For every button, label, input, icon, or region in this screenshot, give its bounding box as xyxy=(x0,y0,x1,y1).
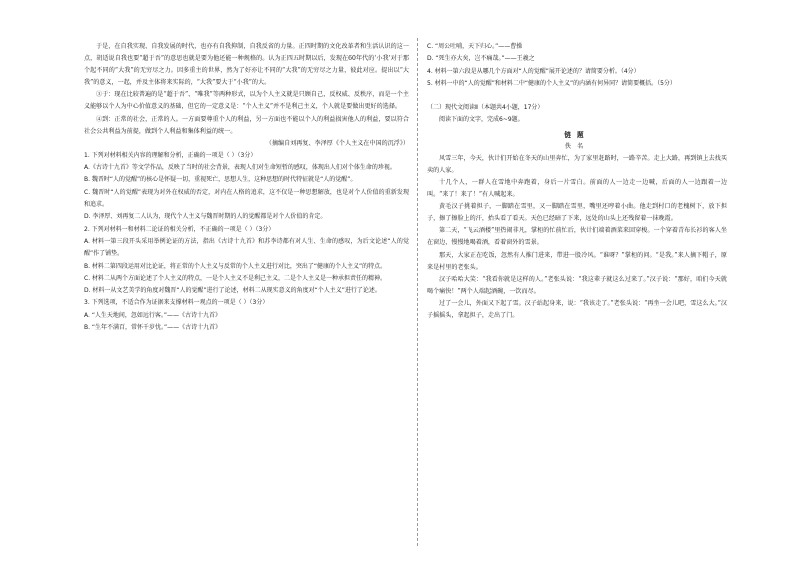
question-1-option-b: B. 魏晋时“人的觉醒”的核心是怀疑一切，重视死亡，思想人生，这种思想的时代特征就是“人的觉醒”。 xyxy=(84,176,357,184)
question-4: 4. 材料一第六段是从哪几个方面对“人的觉醒”展开论述的？请简要分析。（4分） xyxy=(427,67,640,75)
question-2: 2. 下列对材料一和材料二论证的相关分析，不正确的一项是（ ）（3分） xyxy=(84,225,275,233)
question-3-option-b: B. “生年不满百，常怀千岁忧。”——《古诗十九首》 xyxy=(84,324,222,331)
story-paragraph-4: 第二天，“飞云酒楼”里热闹非凡，掌柜的忙前忙后，伙计们端着酒菜来回穿梭。一个穿着青布长衫的客人坐在窗边，慢慢地喝着酒，看着窗外的雪景。 xyxy=(427,227,727,247)
section-heading: （二）现代文阅读Ⅱ（本题共4小题，17分） xyxy=(427,104,544,112)
question-3: 3. 下列选项，不适合作为证据来支撑材料一观点的一项是（ ）（3分） xyxy=(84,299,269,307)
passage-paragraph-3: ④到：正常的社会，正常的人。一方面要尊重个人的利益，另一方面也不能以个人的利益损害他人的利益，要以符合社会公共利益为前提，做到个人利益和集体利益的统一。 xyxy=(84,115,409,135)
question-1: 1. 下列对材料相关内容的理解和分析，正确的一项是（ ）（3分） xyxy=(84,151,257,159)
question-5: 5. 材料一中的“人的觉醒”和材料二中“健康的个人主义”的内涵有何异同？请简要概括。（5分） xyxy=(427,79,676,87)
question-1-option-a: A.《古诗十九首》等文学作品，反映了当时的社会背景，表现人们对生命短暂的感叹，体现出人们对个体生命的珍视。 xyxy=(84,164,396,172)
question-2-option-c: C. 材料二从两个方面论述了个人主义的特点，一是个人主义不是利己主义，二是个人主义是一种承担责任的精神。 xyxy=(84,274,387,282)
passage-paragraph-2: ③于：现在比较普遍的是“超于吾”、“唯我”等两种形式，以为个人主义就是只顾自己，反权威、反秩序，而是一个主义能够以个人为中心价值意义的基础，但它的一定意义是：“个人主义”并不是利己主义，个人就是要做出更好的选择。 xyxy=(84,91,409,111)
story-paragraph-3: 黄毛汉子挑着担子，一脚踏在雪里，又一脚踏在雪里，嘴里还哼着小曲。他走到村口的老槐树下，放下担子，擦了擦脸上的汗，抬头看了看天。天色已经暗了下来，远处的山头上还残留着一抹晚霞。 xyxy=(427,203,727,223)
column-divider xyxy=(417,38,418,546)
story-paragraph-7: 过了一会儿，外面又下起了雪。汉子站起身来，说：“我该走了。”老张头说：“再坐一会儿吧，雪这么大。”汉子摇摇头，拿起担子，走出了门。 xyxy=(427,299,727,319)
question-2-option-a: A. 材料一第三段开头采用举例论证的方法，指出《古诗十九首》和苏李诗都有对人生、生命的感叹，为后文论述“人的觉醒”作了铺垫。 xyxy=(84,237,409,258)
question-3-option-c: C. “周公吐哺，天下归心。”——曹操 xyxy=(427,43,523,50)
right-column xyxy=(427,41,727,551)
story-paragraph-6: 汉子哈哈大笑：“我看你就是这样的人。”老张头说：“我这辈子就这么过来了。”汉子说：“那好，咱们今天就喝个痛快！”两个人端起酒碗，一饮而尽。 xyxy=(427,275,727,295)
passage-paragraph-1: 于是，在自我实现、自我发展的时代，也亦有自我抑制，自我反省的力量。正四时期的文化改革者和生活认识的这一点，胡适说自我也要“超于吾”的意思也就是要为他还能一种规格的。认为正四五时期以后，发现在60年代的‘小我’对于那个起不同的“大我”的无穷尽之力。因多重主的世界，然为了好亦让不同的“大我”的无穷尽之力量，彼此对应。提出以“大我”的意义，一起，并及主体将来实际的，“大我”要大于“小我”的大。 xyxy=(84,43,409,87)
story-paragraph-1: 风雪三年，今天，伙计们开始在冬天的山里奔忙，为了家里赶路时，一路辛苦。走上大路，再到镇上去找买卖的人家。 xyxy=(427,154,727,174)
left-column xyxy=(84,41,409,551)
question-2-option-d: D. 材料一从文艺美学的角度对魏晋“人的觉醒”进行了论述，材料二从现实意义的角度对“个人主义”进行了论述。 xyxy=(84,287,381,295)
story-paragraph-5: 那天，大家正在吃饭，忽然有人推门进来，带进一股冷风。“谁呀？”掌柜的问。“是我。”来人摘下帽子，原来是村里的老张头。 xyxy=(427,251,727,271)
question-1-option-d: D. 李泽厚、刘再复二人认为，现代个人主义与魏晋时期的人的觉醒都是对个人价值的肯定。 xyxy=(84,213,327,221)
question-1-option-c: C. 魏晋时“人的觉醒”表现为对外在权威的否定，对内在人格的追求，这不仅是一种思想解放，也是对个人价值的重新发现和追求。 xyxy=(84,188,409,209)
question-3-option-d: D. “死生亦大矣，岂不痛哉。”——王羲之 xyxy=(427,55,535,63)
story-title: 链题 xyxy=(564,130,590,139)
story-paragraph-2: 十几个人，一群人在雪地中奔跑着，身后一片雪白。前面的人一边走一边喊，后面的人一边跟着一边叫。“来了！来了！”有人喊起来。 xyxy=(427,178,727,199)
question-2-option-b: B. 材料二第四段运用对比论证，将正常的个人主义与反常的个人主义进行对比，突出了“健康的个人主义”的特点。 xyxy=(84,262,387,270)
question-3-option-a: A. “人生天地间，忽如远行客。”——《古诗十九首》 xyxy=(84,311,222,319)
passage-source: （摘编自刘再复、李泽厚《个人主义在中国的沉浮》） xyxy=(265,139,409,147)
section-instructions: 阅读下面的文字，完成6~9题。 xyxy=(439,116,524,124)
story-author: 佚名 xyxy=(564,142,590,150)
